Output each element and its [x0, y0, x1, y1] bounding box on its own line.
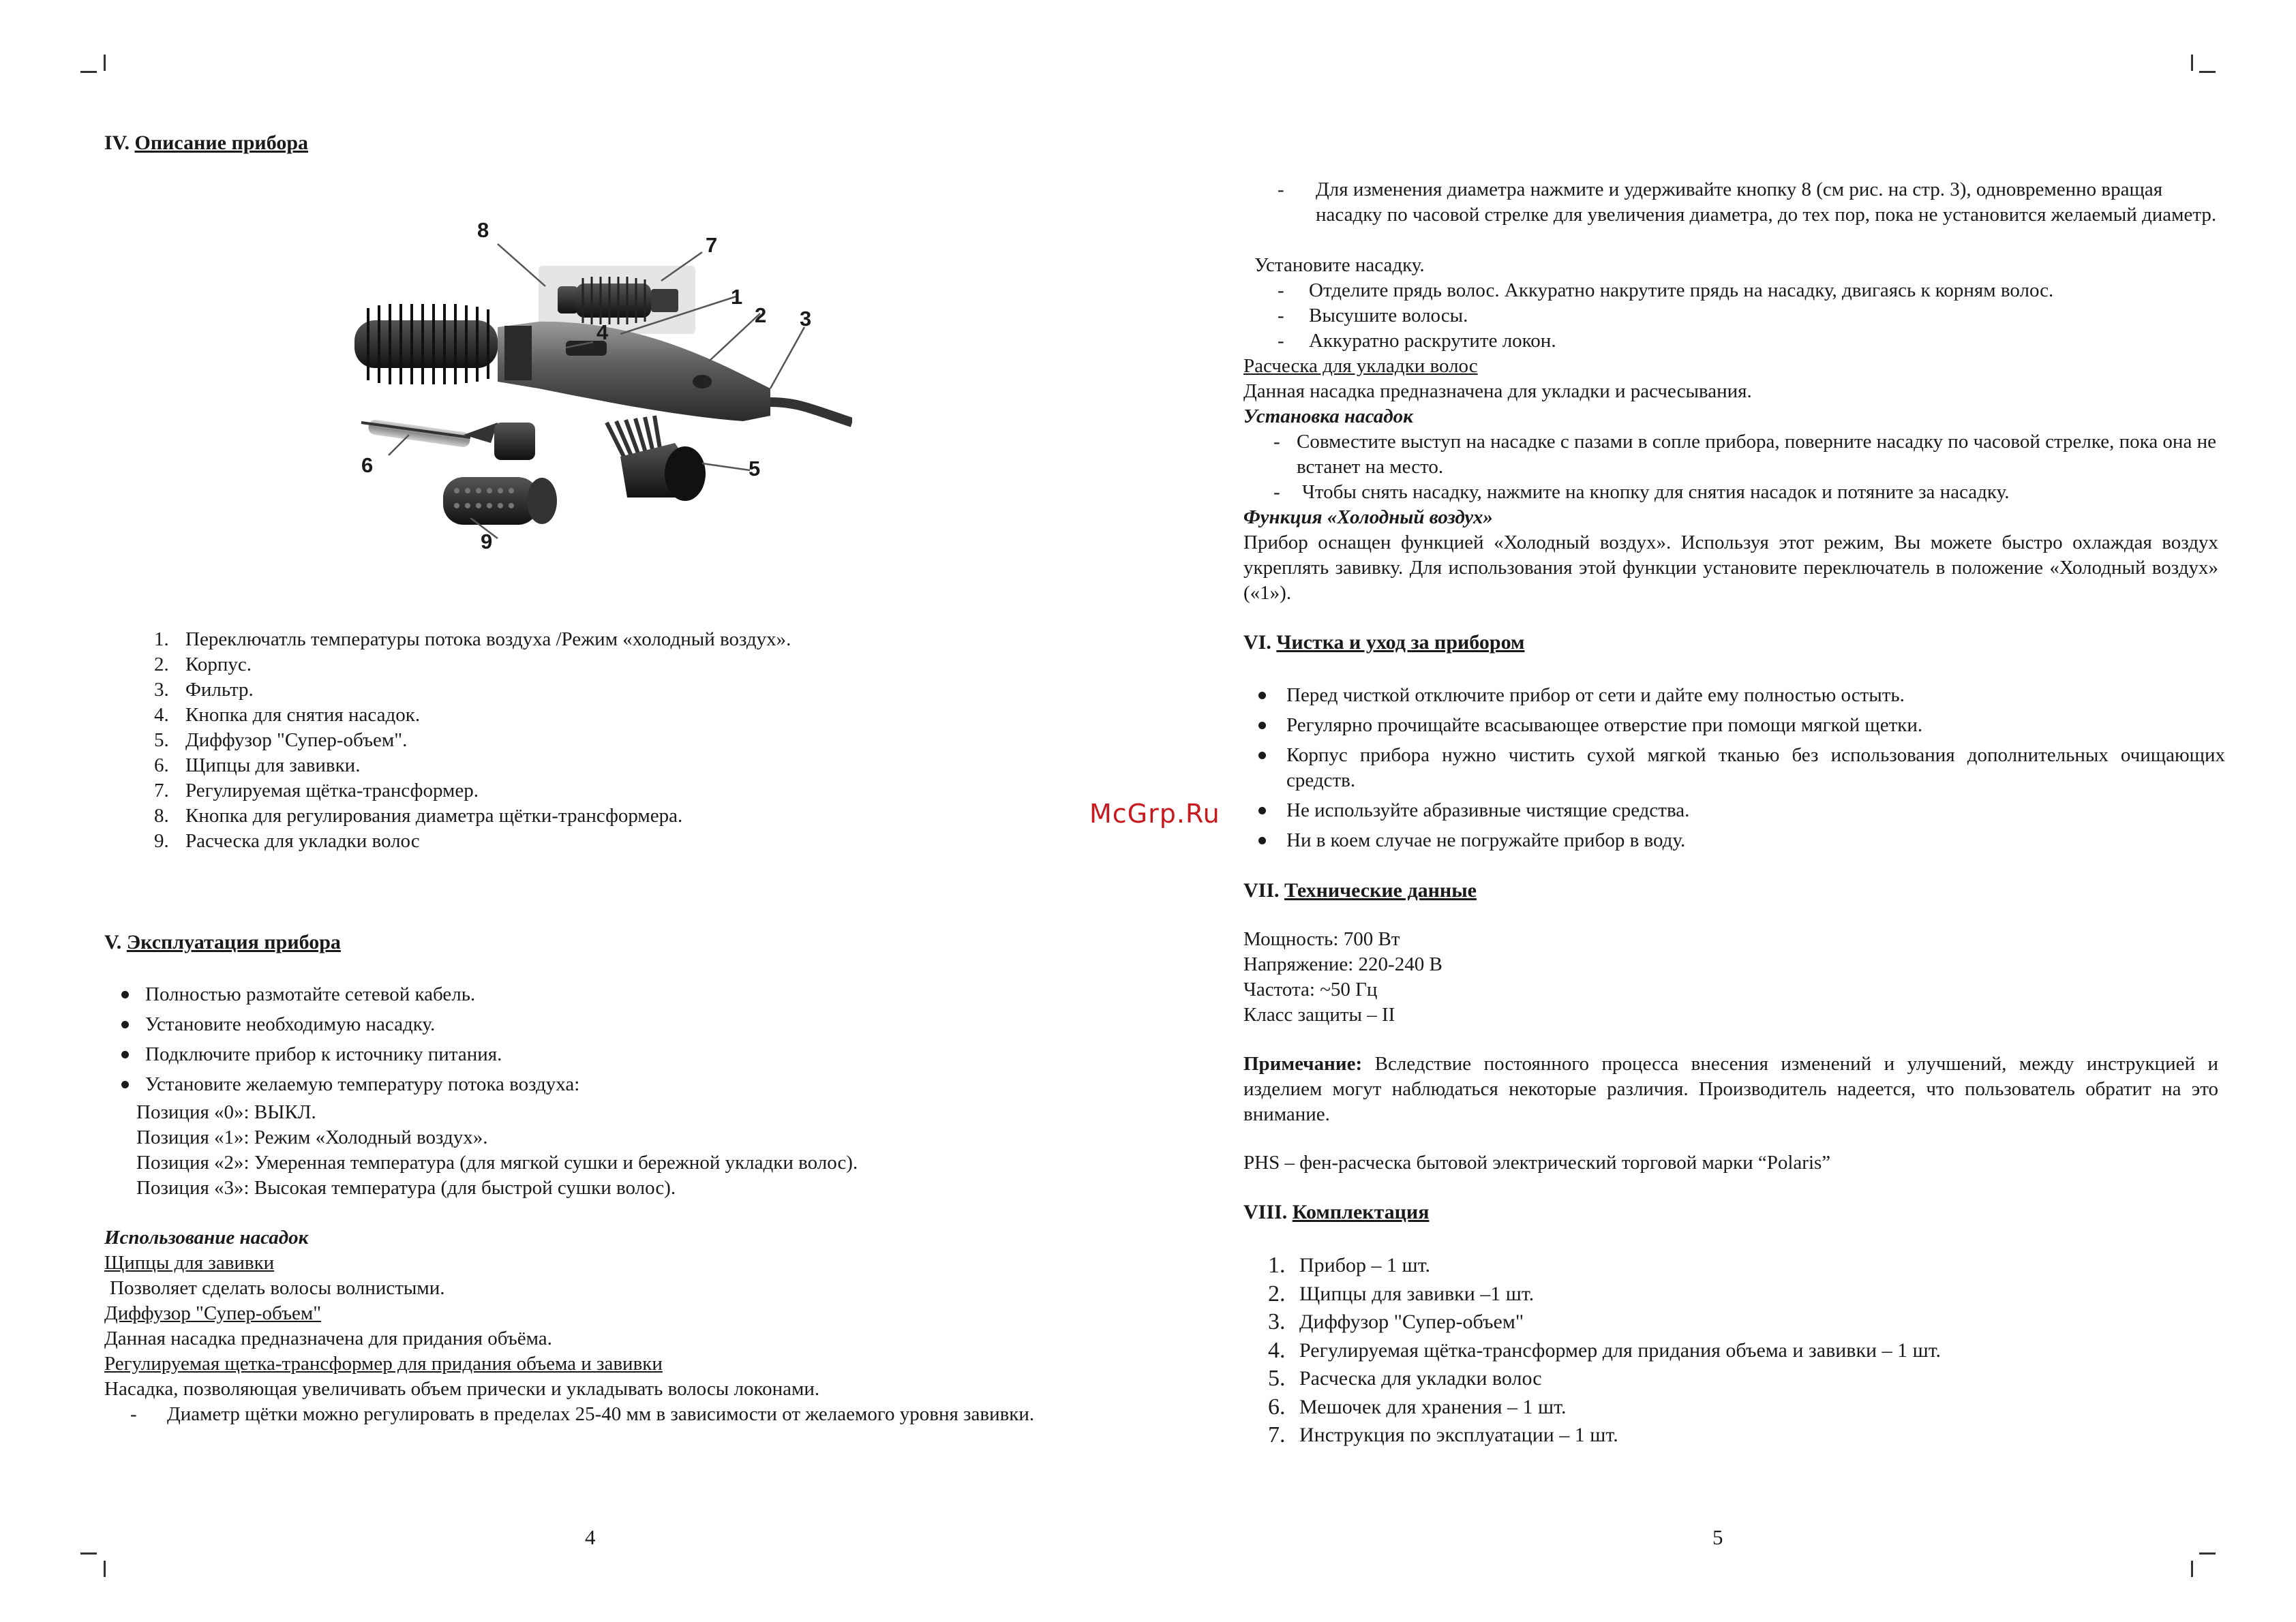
note — [1243, 1052, 2218, 1127]
tongs-title: Щипцы для завивки — [104, 1252, 275, 1274]
tech-specs — [1243, 927, 2218, 1028]
list-item: - Высушите волосы. — [1278, 305, 1468, 326]
parts-list — [154, 627, 1040, 854]
list-item: Перед чисткой отключите прибор от сети и дайте ему полностью остыть. — [1258, 683, 2225, 708]
hair-styler-illustration — [334, 218, 852, 559]
diameter-instruction: - Для изменения диаметра нажмите и удерживайте кнопку 8 (см рис. на стр. 3), одновременно вращая насадку по часовой стрелке для увеличения диаметра, до тех пор, пока не установится желаемый диаметр. — [1278, 179, 2217, 226]
list-item: Установите желаемую температуру потока воздуха: — [121, 1072, 1076, 1097]
list-item: Подключите прибор к источнику питания. — [121, 1042, 1076, 1067]
comb-title: Расческа для укладки волос — [1243, 355, 1478, 377]
position-1: Позиция «1»: Режим «Холодный воздух». — [136, 1127, 488, 1148]
figure-label-7: 7 — [706, 233, 718, 257]
watermark: McGrp.Ru — [1089, 799, 1220, 829]
figure-label-6: 6 — [361, 453, 374, 477]
cold-title: Функция «Холодный воздух» — [1243, 506, 1493, 528]
list-item: Установите необходимую насадку. — [121, 1012, 1076, 1037]
list-item: 3. Диффузор "Супер-объем" — [1268, 1309, 1524, 1334]
note-label: Примечание: — [1243, 1053, 1363, 1075]
position-3: Позиция «3»: Высокая температура (для быстрой сушки волос). — [136, 1177, 676, 1199]
attachments-usage — [104, 1225, 1079, 1427]
section-5-heading: V. Эксплуатация прибора — [104, 931, 341, 953]
diffuser-text: Данная насадка предназначена для придания объёма. — [104, 1328, 552, 1349]
spec-class: Класс защиты – II — [1243, 1004, 1395, 1026]
spec-frequency: Частота: ~50 Гц — [1243, 979, 1378, 1000]
brush-text: Насадка, позволяющая увеличивать объем прически и укладывать волосы локонами. — [104, 1378, 820, 1400]
list-item: - Совместите выступ на насадке с пазами в сопле прибора, поверните насадку по часовой стрелке, пока она не встанет на место. — [1273, 431, 2216, 478]
cold-text: Прибор оснащен функцией «Холодный воздух». Используя этот режим, Вы можете быстро охлаждая воздух укреплять завивку. Для использования этой функции установите переключатель в положение «Холодный воздух» («1»). — [1243, 532, 2218, 604]
list-item: 1. Прибор – 1 шт. — [1268, 1253, 1430, 1278]
figure-label-2: 2 — [755, 303, 767, 327]
install-text: Установите насадку. — [1254, 254, 1425, 276]
usage-title: Использование насадок — [104, 1227, 309, 1249]
list-item: 6. Мешочек для хранения – 1 шт. — [1268, 1394, 1567, 1420]
right-page — [1148, 0, 2296, 1622]
figure-label-9: 9 — [481, 530, 493, 553]
figure-label-1: 1 — [731, 285, 743, 309]
list-item: 5. Диффузор "Супер-объем". — [154, 729, 408, 751]
list-item: 1. Переключатль температуры потока воздуха /Режим «холодный воздух». — [154, 628, 791, 650]
install-brush — [1243, 253, 2225, 354]
brush-title: Регулируемая щетка-трансформер для придания объема и завивки — [104, 1353, 663, 1375]
cleaning-bullets — [1258, 683, 2225, 853]
list-item: Не используйте абразивные чистящие средства. — [1258, 798, 2225, 823]
list-item: 9. Расческа для укладки волос — [154, 830, 420, 852]
page-number-left: 4 — [585, 1525, 596, 1549]
tongs-text: Позволяет сделать волосы волнистыми. — [110, 1277, 445, 1299]
spec-voltage: Напряжение: 220-240 В — [1243, 953, 1442, 975]
list-item: 2. Щипцы для завивки –1 шт. — [1268, 1281, 1535, 1306]
kit-list — [1268, 1251, 2222, 1450]
list-item: - Чтобы снять насадку, нажмите на кнопку для снятия насадок и потяните за насадку. — [1273, 481, 2010, 503]
list-item: Полностью размотайте сетевой кабель. — [121, 982, 1076, 1007]
list-item: - Отделите прядь волос. Аккуратно накрутите прядь на насадку, двигаясь к корням волос. — [1278, 279, 2054, 301]
position-0: Позиция «0»: ВЫКЛ. — [136, 1101, 316, 1123]
list-item: - Аккуратно раскрутите локон. — [1278, 330, 1556, 352]
figure-label-8: 8 — [477, 218, 489, 242]
list-item: 4. Кнопка для снятия насадок. — [154, 704, 421, 726]
list-item: 6. Щипцы для завивки. — [154, 754, 361, 776]
phs-description: PHS – фен-расческа бытовой электрический торговой марки “Polaris” — [1243, 1152, 1831, 1174]
list-item: 4. Регулируемая щётка-трансформер для придания объема и завивки – 1 шт. — [1268, 1337, 1942, 1363]
note-text: Вследствие постоянного процесса внесения изменений и улучшений, между инструкцией и изделием могут наблюдаться некоторые различия. Производитель надеется, что пользователь обратит на это внимание. — [1243, 1053, 2218, 1125]
diffuser-title: Диффузор "Супер-объем" — [104, 1302, 322, 1324]
figure-label-3: 3 — [800, 307, 812, 331]
spec-power: Мощность: 700 Вт — [1243, 928, 1400, 950]
list-item: Регулярно прочищайте всасывающее отверстие при помощи мягкой щетки. — [1258, 713, 2225, 738]
comb-text: Данная насадка предназначена для укладки и расчесывания. — [1243, 380, 1752, 402]
list-item: Ни в коем случае не погружайте прибор в воду. — [1258, 828, 2225, 853]
temperature-positions — [136, 1100, 1091, 1201]
hair-styler-drawing — [334, 218, 852, 559]
section-4-heading: IV. Описание прибора — [104, 132, 309, 154]
position-2: Позиция «2»: Умеренная температура (для мягкой сушки и бережной укладки волос). — [136, 1152, 858, 1174]
section-6-heading: VI. Чистка и уход за прибором — [1243, 631, 1525, 654]
attach-title: Установка насадок — [1243, 406, 1413, 427]
page-number-right: 5 — [1712, 1525, 1723, 1549]
list-item: 5. Расческа для укладки волос — [1268, 1366, 1542, 1391]
figure-label-5: 5 — [749, 457, 761, 480]
list-item: 3. Фильтр. — [154, 679, 254, 701]
section-7-heading: VII. Технические данные — [1243, 879, 1477, 902]
list-item: Корпус прибора нужно чистить сухой мягкой тканью без использования дополнительных очищающих средств. — [1258, 743, 2225, 793]
section-8-heading: VIII. Комплектация — [1243, 1201, 1430, 1223]
operation-bullets — [121, 982, 1076, 1097]
list-item: 7. Регулируемая щётка-трансформер. — [154, 780, 479, 801]
list-item: 2. Корпус. — [154, 654, 252, 675]
comb-and-attachments — [1243, 354, 2218, 606]
brush-dash-item: - Диаметр щётки можно регулировать в пределах 25-40 мм в зависимости от желаемого уровня завивки. — [130, 1403, 1035, 1425]
figure-label-4: 4 — [596, 320, 609, 344]
list-item: 7. Инструкция по эксплуатации – 1 шт. — [1268, 1422, 1618, 1448]
list-item: 8. Кнопка для регулирования диаметра щётки-трансформера. — [154, 805, 683, 827]
